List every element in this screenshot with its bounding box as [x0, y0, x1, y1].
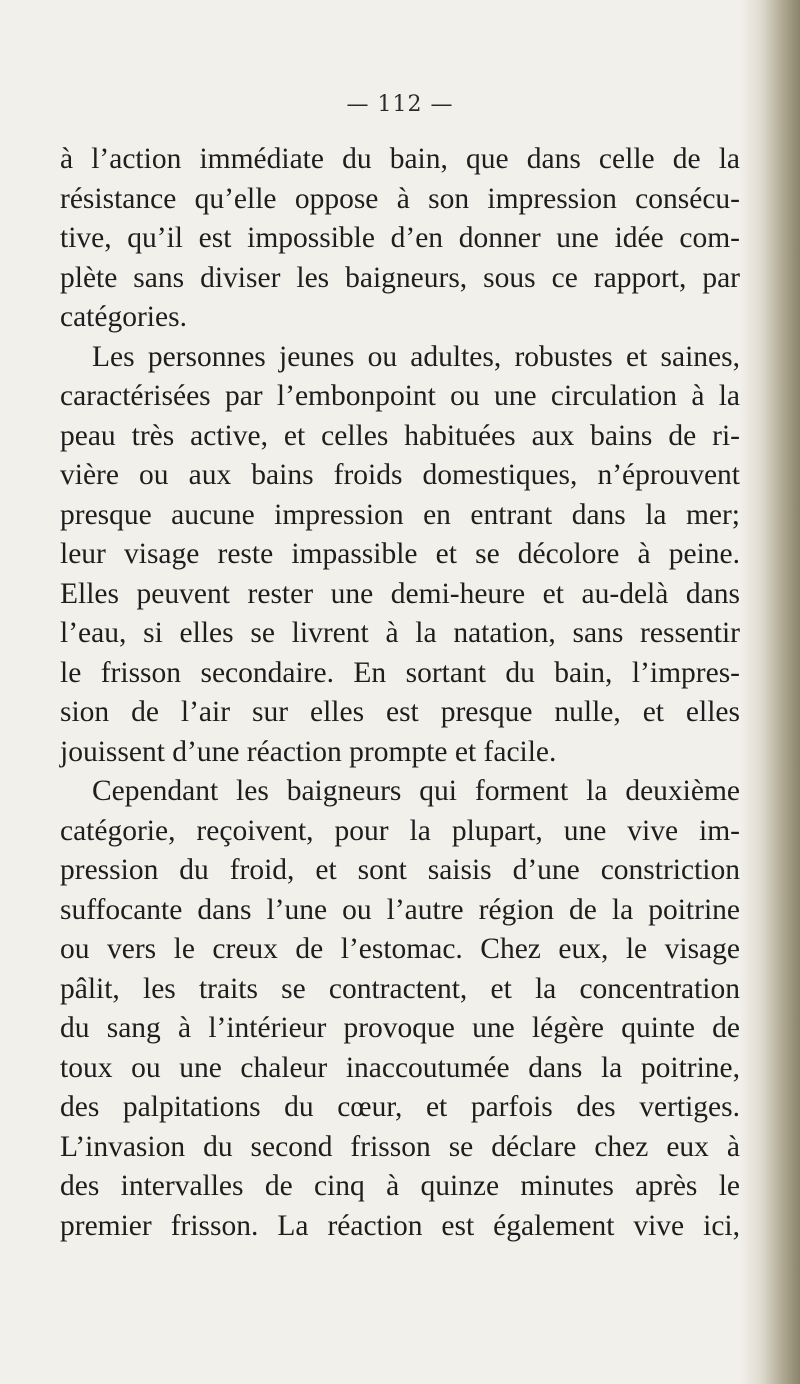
- text-line: à l’action immédiate du bain, que dans celle de la: [60, 143, 740, 175]
- text-line: premier frisson. La réaction est également vive ici,: [60, 1209, 740, 1242]
- text-line: ou vers le creux de l’estomac. Chez eux, le visage: [60, 933, 740, 965]
- page-edge-shadow: [740, 0, 800, 1384]
- body-text: [60, 140, 740, 1246]
- text-line: jouissent d’une réaction prompte et facile.: [60, 735, 557, 768]
- text-line: l’eau, si elles se livrent à la natation, sans ressentir: [60, 617, 740, 649]
- page-number: — 112 —: [346, 92, 454, 117]
- text-line: L’invasion du second frisson se déclare chez eux à: [60, 1130, 740, 1163]
- text-line: vière ou aux bains froids domestiques, n’éprouvent: [60, 459, 740, 491]
- text-line: suffocante dans l’une ou l’autre région de la poitrine: [60, 893, 740, 926]
- text-line: Elles peuvent rester une demi-heure et au-delà dans: [60, 577, 740, 610]
- text-line: des intervalles de cinq à quinze minutes après le: [60, 1170, 740, 1202]
- text-line: le frisson secondaire. En sortant du bain, l’impres-: [60, 656, 740, 689]
- text-line: catégories.: [60, 301, 187, 333]
- text-line: peau très active, et celles habituées aux bains de ri-: [60, 419, 740, 452]
- text-line: des palpitations du cœur, et parfois des vertiges.: [60, 1091, 740, 1123]
- text-line: toux ou une chaleur inaccoutumée dans la poitrine,: [60, 1051, 740, 1084]
- text-line: presque aucune impression en entrant dans la mer;: [60, 498, 740, 531]
- text-line: pâlit, les traits se contractent, et la concentration: [60, 972, 740, 1005]
- text-line: caractérisées par l’embonpoint ou une circulation à la: [60, 380, 740, 412]
- text-line: sion de l’air sur elles est presque nulle, et elles: [60, 696, 740, 728]
- text-line: pression du froid, et sont saisis d’une constriction: [60, 854, 740, 886]
- text-line: du sang à l’intérieur provoque une légère quinte de: [60, 1012, 740, 1044]
- text-line: tive, qu’il est impossible d’en donner une idée com-: [60, 222, 740, 254]
- text-line: Cependant les baigneurs qui forment la deuxième: [92, 775, 740, 807]
- text-line: résistance qu’elle oppose à son impression consécu-: [60, 182, 740, 215]
- text-line: leur visage reste impassible et se décolore à peine.: [60, 538, 740, 570]
- text-line: Les personnes jeunes ou adultes, robustes et saines,: [92, 340, 740, 373]
- text-line: plète sans diviser les baigneurs, sous ce rapport, par: [60, 261, 740, 294]
- text-line: catégorie, reçoivent, pour la plupart, une vive im-: [60, 814, 740, 847]
